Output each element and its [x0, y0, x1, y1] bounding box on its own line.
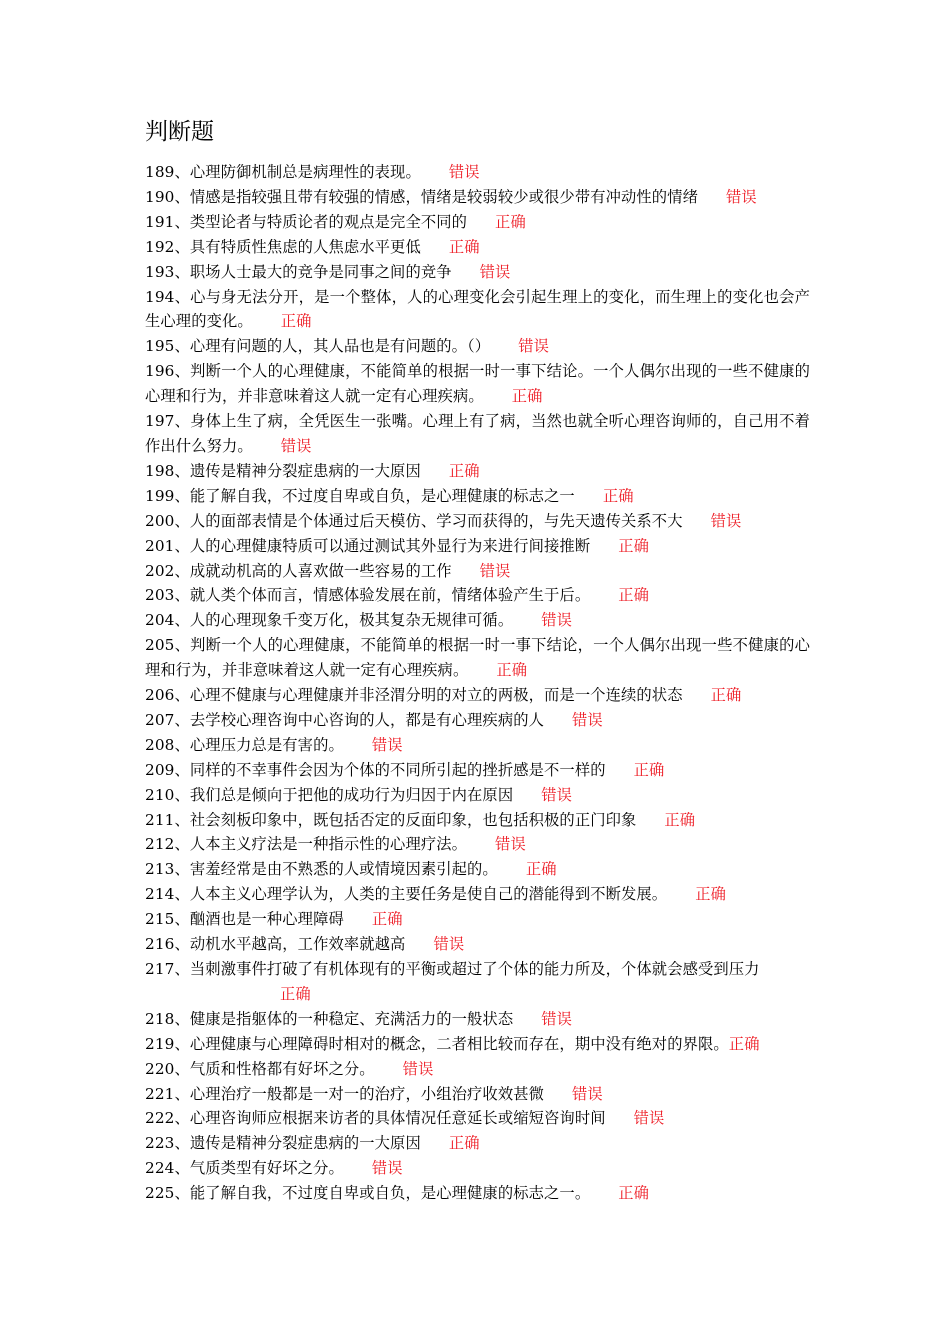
question-text: 213、害羞经常是由不熟悉的人或情境因素引起的。 — [145, 860, 498, 879]
question-text: 210、我们总是倾向于把他的成功行为归因于内在原因 — [145, 785, 514, 804]
question-item — [145, 1106, 810, 1131]
answer-text: 正确 — [448, 461, 480, 480]
question-item — [145, 260, 810, 285]
question-item — [145, 758, 810, 783]
answer-text: 错误 — [371, 1159, 403, 1178]
question-text: 198、遗传是精神分裂症患病的一大原因 — [145, 461, 421, 480]
answer-text: 错误 — [541, 785, 573, 804]
question-item — [145, 957, 810, 1007]
question-item — [145, 1032, 810, 1057]
question-text: 221、心理治疗一般都是一对一的治疗，小组治疗收效甚微 — [145, 1084, 545, 1103]
question-item — [145, 484, 810, 509]
question-text: 189、心理防御机制总是病理性的表现。 — [145, 163, 421, 181]
question-item — [145, 509, 810, 534]
question-item — [145, 1057, 810, 1082]
answer-text: 正确 — [448, 237, 480, 256]
question-item — [145, 733, 810, 758]
question-item — [145, 409, 810, 459]
answer-text: 错误 — [402, 1059, 434, 1078]
question-item — [145, 185, 810, 210]
question-item — [145, 808, 810, 833]
answer-text: 正确 — [525, 860, 557, 879]
answer-text: 错误 — [479, 561, 511, 580]
question-list — [145, 160, 810, 1206]
question-text: 218、健康是指躯体的一种稳定、充满活力的一般状态 — [145, 1009, 514, 1028]
answer-text: 正确 — [280, 984, 311, 1003]
question-text: 206、心理不健康与心理健康并非泾渭分明的对立的两极，而是一个连续的状态 — [145, 686, 683, 705]
question-item — [145, 534, 810, 559]
question-item — [145, 608, 810, 633]
answer-text: 正确 — [728, 1034, 760, 1053]
question-text: 214、人本主义心理学认为，人类的主要任务是使自己的潜能得到不断发展。 — [145, 885, 668, 904]
question-item — [145, 857, 810, 882]
question-text: 220、气质和性格都有好坏之分。 — [145, 1059, 375, 1078]
question-text: 215、酗酒也是一种心理障碍 — [145, 910, 344, 929]
question-text: 203、就人类个体而言，情感体验发展在前，情绪体验产生于后。 — [145, 586, 591, 605]
question-item — [145, 1156, 810, 1181]
answer-text: 错误 — [710, 511, 742, 530]
question-text: 195、心理有问题的人，其人品也是有问题的。（） — [145, 337, 491, 356]
section-title: 判断题 — [145, 119, 214, 145]
question-item — [145, 783, 810, 808]
question-text: 212、人本主义疗法是一种指示性的心理疗法。 — [145, 835, 468, 854]
answer-text: 错误 — [495, 835, 526, 854]
question-item — [145, 583, 810, 608]
question-text: 225、能了解自我，不过度自卑或自负，是心理健康的标志之一。 — [145, 1184, 591, 1203]
question-text: 191、类型论者与特质论者的观点是完全不同的 — [145, 212, 468, 231]
question-text: 199、能了解自我，不过度自卑或自负，是心理健康的标志之一 — [145, 486, 575, 505]
question-text: 222、心理咨询师应根据来访者的具体情况任意延长或缩短咨询时间 — [145, 1109, 606, 1128]
question-item — [145, 633, 810, 683]
answer-text: 错误 — [541, 611, 573, 630]
question-text: 194、心与身无法分开，是一个整体，人的心理变化会引起生理上的变化，而生理上的变化也会产生心理的变化。 — [145, 287, 810, 331]
answer-text: 正确 — [695, 885, 726, 904]
answer-text: 错误 — [726, 187, 757, 206]
question-item — [145, 1007, 810, 1032]
answer-text: 正确 — [496, 661, 528, 680]
question-text: 202、成就动机高的人喜欢做一些容易的工作 — [145, 561, 452, 580]
answer-text: 错误 — [448, 163, 480, 181]
answer-text: 正确 — [618, 586, 650, 605]
answer-text: 错误 — [479, 262, 511, 281]
question-item — [145, 1082, 810, 1107]
question-item — [145, 459, 810, 484]
question-text: 193、职场人士最大的竞争是同事之间的竞争 — [145, 262, 452, 281]
question-item — [145, 832, 810, 857]
question-item — [145, 932, 810, 957]
question-text: 208、心理压力总是有害的。 — [145, 735, 344, 754]
document-page — [145, 112, 810, 1206]
answer-text: 错误 — [433, 935, 465, 954]
question-text: 190、情感是指较强且带有较强的情感，情绪是较弱较少或很少带有冲动性的情绪 — [145, 187, 698, 206]
answer-text: 正确 — [633, 760, 665, 779]
question-item — [145, 1181, 810, 1206]
answer-text: 错误 — [518, 337, 549, 356]
answer-text: 正确 — [618, 1184, 650, 1203]
question-text: 219、心理健康与心理障碍时相对的概念，二者相比较而存在，期中没有绝对的界限。 — [145, 1034, 729, 1053]
question-text: 196、判断一个人的心理健康，不能简单的根据一时一事下结论。一个人偶尔出现的一些不健康的心理和行为，并非意味着这人就一定有心理疾病。 — [145, 362, 810, 406]
question-item — [145, 683, 810, 708]
answer-text: 正确 — [602, 486, 634, 505]
question-text: 207、去学校心理咨询中心咨询的人，都是有心理疾病的人 — [145, 710, 545, 729]
answer-text: 错误 — [572, 710, 603, 729]
question-item — [145, 359, 810, 409]
question-item — [145, 210, 810, 235]
answer-text: 正确 — [448, 1134, 480, 1153]
answer-text: 正确 — [710, 686, 742, 705]
answer-text: 错误 — [371, 735, 403, 754]
answer-text: 正确 — [495, 212, 526, 231]
question-item — [145, 1131, 810, 1156]
answer-text: 错误 — [572, 1084, 603, 1103]
answer-text: 错误 — [633, 1109, 665, 1128]
question-text: 204、人的心理现象千变万化，极其复杂无规律可循。 — [145, 611, 514, 630]
answer-text: 正确 — [511, 387, 543, 406]
question-item — [145, 160, 810, 185]
answer-text: 错误 — [541, 1009, 573, 1028]
question-item — [145, 907, 810, 932]
question-item — [145, 235, 810, 260]
question-text: 216、动机水平越高，工作效率就越高 — [145, 935, 406, 954]
question-item — [145, 334, 810, 359]
question-text: 223、遗传是精神分裂症患病的一大原因 — [145, 1134, 421, 1153]
question-item — [145, 559, 810, 584]
question-text: 217、当刺激事件打破了有机体现有的平衡或超过了个体的能力所及，个体就会感受到压力 — [145, 960, 760, 978]
question-text: 200、人的面部表情是个体通过后天模仿、学习而获得的，与先天遗传关系不大 — [145, 511, 683, 530]
question-text: 205、判断一个人的心理健康，不能简单的根据一时一事下结论，一个人偶尔出现一些不健康的心理和行为，并非意味着这人就一定有心理疾病。 — [145, 636, 810, 680]
question-text: 201、人的心理健康特质可以通过测试其外显行为来进行间接推断 — [145, 536, 591, 555]
question-text: 211、社会刻板印象中，既包括否定的反面印象，也包括积极的正门印象 — [145, 810, 637, 829]
question-text: 224、气质类型有好坏之分。 — [145, 1159, 344, 1178]
question-item — [145, 708, 810, 733]
question-item — [145, 882, 810, 907]
question-text: 192、具有特质性焦虑的人焦虑水平更低 — [145, 237, 421, 256]
question-text: 197、身体上生了病，全凭医生一张嘴。心理上有了病，当然也就全听心理咨询师的，自己用不着作出什么努力。 — [145, 412, 810, 455]
answer-text: 正确 — [371, 910, 403, 929]
answer-text: 正确 — [664, 810, 696, 829]
question-item — [145, 285, 810, 335]
question-text: 209、同样的不幸事件会因为个体的不同所引起的挫折感是不一样的 — [145, 760, 606, 779]
answer-text: 正确 — [280, 312, 312, 331]
answer-text: 错误 — [280, 436, 312, 455]
answer-text: 正确 — [618, 536, 650, 555]
